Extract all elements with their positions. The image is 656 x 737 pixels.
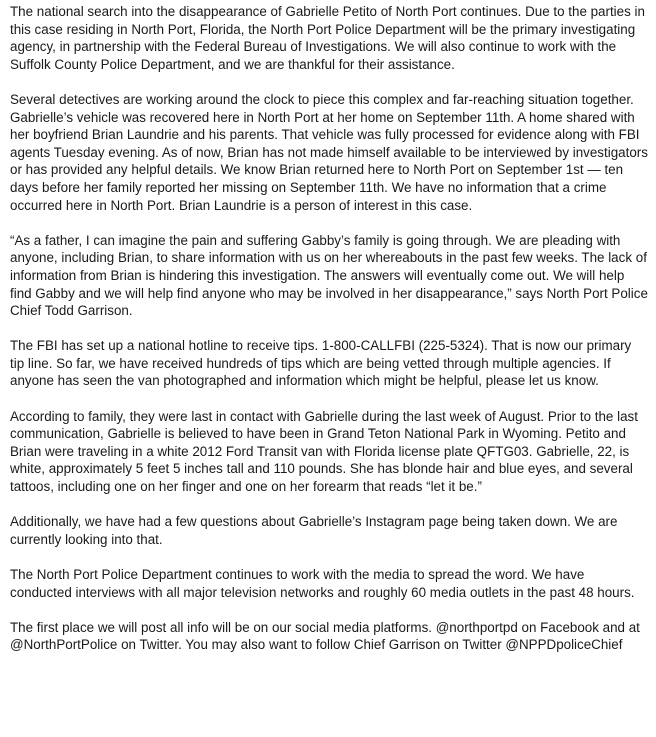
paragraph-investigation-status: Several detectives are working around the clock to piece this complex and far-reaching situation together. Gabrielle’s vehicle was recovered here in North Port at her home on September 11th. A home shared with her boyfriend Brian Laundrie and his parents. That vehicle was fully processed for evidence along with FBI agents Tuesday evening. As of now, Brian has not made himself available to be interviewed by investigators or has provided any helpful details. We know Brian returned here to North Port on September 1st — ten days before her family reported her missing on September 11th. We have no information that a crime occurred here in North Port. Brian Laundrie is a person of interest in this case. [10,91,648,213]
paragraph-fbi-hotline: The FBI has set up a national hotline to receive tips. 1-800-CALLFBI (225-5324). That is now our primary tip line. So far, we have received hundreds of tips which are being vetted through multiple agencies. If anyone has seen the van photographed and information which might be helpful, please let us know. [10,338,632,389]
paragraph-description: According to family, they were last in contact with Gabrielle during the last week of August. Prior to the last communication, Gabrielle is believed to have been in Grand Teton National Park in Wyoming. Petito and Brian were traveling in a white 2012 Ford Transit van with Florida license plate QFTG03. Gabrielle, 22, is white, approximately 5 feet 5 inches tall and 110 pounds. She has blonde hair and blue eyes, and several tattoos, including one on her finger and one on her forearm that reads “let it be.” [10,408,638,495]
paragraph-media-outreach: The North Port Police Department continues to work with the media to spread the word. We have conducted interviews with all major television networks and roughly 60 media outlets in the past 48 hours. [10,567,635,600]
paragraph-instagram: Additionally, we have had a few questions about Gabrielle’s Instagram page being taken down. We are currently looking into that. [10,514,618,547]
paragraph-chief-quote: “As a father, I can imagine the pain and suffering Gabby’s family is going through. We are pleading with anyone, including Brian, to share information with us on her whereabouts in the past few weeks. The lack of information from Brian is hindering this investigation. The answers will eventually come out. We will help find Gabby and we will help find anyone who may be involved in her disappearance,” says North Port Police Chief Todd Garrison. [10,232,648,319]
paragraph-search-overview: The national search into the disappearance of Gabrielle Petito of North Port continues. Due to the parties in this case residing in North Port, Florida, the North Port Police Department will be the primary investigating agency, in partnership with the Federal Bureau of Investigations. We will also continue to work with the Suffolk County Police Department, and we are thankful for their assistance. [10,4,645,72]
paragraph-social-media: The first place we will post all info will be on our social media platforms. @northportpd on Facebook and at @NorthPortPolice on Twitter. You may also want to follow Chief Garrison on Twitter @NPPDpoliceChief [10,619,640,653]
